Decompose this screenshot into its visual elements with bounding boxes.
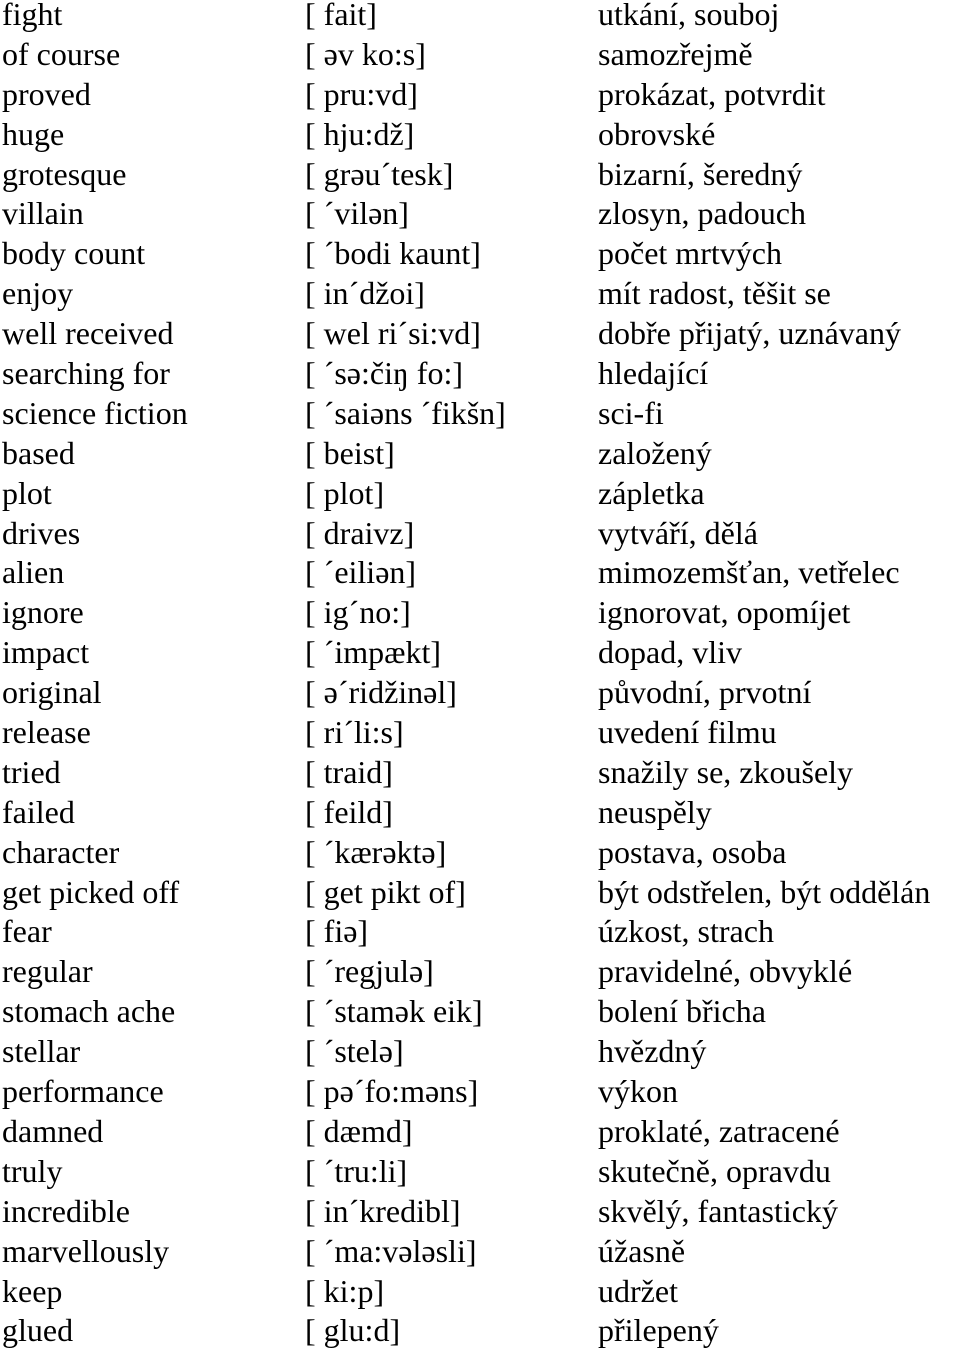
english-word: stomach ache [2, 993, 176, 1030]
czech-translation: výkon [598, 1073, 678, 1110]
czech-translation: úzkost, strach [598, 913, 774, 950]
english-word: get picked off [2, 873, 180, 910]
english-word: release [2, 714, 91, 751]
english-word: stellar [2, 1033, 81, 1070]
english-word: glued [2, 1312, 74, 1349]
vocab-row [0, 1152, 960, 1197]
czech-translation: dopad, vliv [598, 634, 742, 671]
english-word: drives [2, 514, 81, 551]
vocab-row [0, 674, 960, 718]
czech-translation: přilepený [598, 1312, 719, 1349]
english-word: proved [2, 75, 91, 112]
vocab-row [0, 993, 960, 1037]
vocab-row [0, 275, 960, 319]
english-word: tried [2, 753, 61, 790]
pronunciation: [ ´vilən] [305, 195, 409, 232]
czech-translation: ignorovat, opomíjet [598, 594, 851, 631]
pronunciation: [ ´impækt] [305, 634, 441, 671]
czech-translation: počet mrtvých [598, 235, 782, 272]
pronunciation: [ ki:p] [305, 1272, 385, 1309]
pronunciation: [ in´kredibl] [305, 1192, 461, 1229]
pronunciation: [ pə´fo:məns] [305, 1073, 479, 1110]
vocab-row [0, 873, 960, 918]
vocab-row [0, 1073, 960, 1117]
czech-translation: mimozemšťan, vetřelec [598, 554, 900, 591]
vocab-row [0, 0, 960, 40]
vocab-row [0, 394, 960, 439]
vocab-row [0, 1033, 960, 1077]
vocab-row [0, 1232, 960, 1277]
vocab-row [0, 195, 960, 239]
pronunciation: [ beist] [305, 434, 395, 471]
english-word: enjoy [2, 275, 74, 312]
vocab-row [0, 714, 960, 758]
vocab-row [0, 594, 960, 638]
pronunciation: [ ig´no:] [305, 594, 411, 631]
vocab-row [0, 474, 960, 519]
czech-translation: snažily se, zkoušely [598, 753, 854, 790]
pronunciation: [ ´kærəktə] [305, 833, 447, 870]
pronunciation: [ pru:vd] [305, 75, 418, 112]
czech-translation: bolení břicha [598, 993, 766, 1030]
pronunciation: [ ə´ridžinəl] [305, 674, 457, 711]
pronunciation: [ ´eiliən] [305, 554, 417, 591]
vocab-row [0, 913, 960, 957]
czech-translation: prokázat, potvrdit [598, 75, 826, 112]
vocab-row [0, 35, 960, 80]
english-word: based [2, 434, 75, 471]
english-word: grotesque [2, 155, 127, 192]
english-word: science fiction [2, 394, 188, 431]
pronunciation: [ draivz] [305, 514, 415, 551]
vocab-row [0, 155, 960, 200]
vocab-row [0, 115, 960, 160]
pronunciation: [ wel ri´si:vd] [305, 315, 481, 352]
vocab-row [0, 355, 960, 399]
czech-translation: hledající [598, 355, 709, 392]
czech-translation: skvělý, fantastický [598, 1192, 838, 1229]
english-word: regular [2, 953, 93, 990]
czech-translation: utkání, souboj [598, 0, 780, 32]
pronunciation: [ ´bodi kaunt] [305, 235, 481, 272]
vocab-row [0, 793, 960, 838]
czech-translation: založený [598, 434, 712, 471]
english-word: truly [2, 1152, 63, 1189]
english-word: of course [2, 35, 121, 72]
czech-translation: uvedení filmu [598, 714, 777, 751]
vocab-row [0, 235, 960, 279]
czech-translation: dobře přijatý, uznávaný [598, 315, 901, 352]
vocab-row [0, 1272, 960, 1317]
czech-translation: zápletka [598, 474, 705, 511]
english-word: failed [2, 793, 75, 830]
czech-translation: původní, prvotní [598, 674, 812, 711]
czech-translation: obrovské [598, 115, 716, 152]
pronunciation: [ ´saiəns ´fikšn] [305, 394, 506, 431]
english-word: character [2, 833, 120, 870]
english-word: original [2, 674, 102, 711]
czech-translation: pravidelné, obvyklé [598, 953, 853, 990]
vocab-row [0, 554, 960, 598]
english-word: huge [2, 115, 65, 152]
czech-translation: bizarní, šeredný [598, 155, 803, 192]
pronunciation: [ ´ma:vələsli] [305, 1232, 477, 1269]
czech-translation: zlosyn, padouch [598, 195, 806, 232]
pronunciation: [ grəu´tesk] [305, 155, 454, 192]
vocab-row [0, 75, 960, 120]
pronunciation: [ get pikt of] [305, 873, 466, 910]
pronunciation: [ hju:dž] [305, 115, 415, 152]
pronunciation: [ ´stelə] [305, 1033, 404, 1070]
vocab-row [0, 953, 960, 997]
pronunciation: [ ´regjulə] [305, 953, 434, 990]
vocab-row [0, 514, 960, 559]
english-word: impact [2, 634, 90, 671]
english-word: damned [2, 1112, 104, 1149]
english-word: fight [2, 0, 63, 32]
pronunciation: [ plot] [305, 474, 385, 511]
czech-translation: vytváří, dělá [598, 514, 758, 551]
english-word: fear [2, 913, 52, 950]
vocab-row [0, 315, 960, 359]
czech-translation: skutečně, opravdu [598, 1152, 831, 1189]
czech-translation: úžasně [598, 1232, 686, 1269]
pronunciation: [ ´tru:li] [305, 1152, 408, 1189]
pronunciation: [ dæmd] [305, 1112, 413, 1149]
vocab-row [0, 434, 960, 479]
pronunciation: [ feild] [305, 793, 393, 830]
vocab-row [0, 833, 960, 878]
pronunciation: [ traid] [305, 753, 393, 790]
vocab-row [0, 1192, 960, 1237]
english-word: incredible [2, 1192, 130, 1229]
czech-translation: hvězdný [598, 1033, 707, 1070]
vocab-row [0, 753, 960, 798]
vocab-row [0, 1312, 960, 1356]
vocab-row [0, 634, 960, 678]
czech-translation: postava, osoba [598, 833, 787, 870]
english-word: alien [2, 554, 65, 591]
english-word: keep [2, 1272, 63, 1309]
pronunciation: [ əv ko:s] [305, 35, 426, 72]
czech-translation: udržet [598, 1272, 678, 1309]
english-word: body count [2, 235, 146, 272]
vocab-row [0, 1112, 960, 1157]
pronunciation: [ ri´li:s] [305, 714, 404, 751]
english-word: searching for [2, 355, 170, 392]
pronunciation: [ ´sə:čiŋ fo:] [305, 355, 463, 392]
czech-translation: sci-fi [598, 394, 664, 431]
english-word: villain [2, 195, 84, 232]
czech-translation: proklaté, zatracené [598, 1112, 840, 1149]
pronunciation: [ ´stamək eik] [305, 993, 483, 1030]
pronunciation: [ in´džoi] [305, 275, 425, 312]
pronunciation: [ glu:d] [305, 1312, 401, 1349]
czech-translation: mít radost, těšit se [598, 275, 831, 312]
czech-translation: být odstřelen, být oddělán [598, 873, 931, 910]
czech-translation: samozřejmě [598, 35, 753, 72]
english-word: well received [2, 315, 174, 352]
english-word: performance [2, 1073, 164, 1110]
czech-translation: neuspěly [598, 793, 712, 830]
english-word: marvellously [2, 1232, 170, 1269]
english-word: ignore [2, 594, 84, 631]
pronunciation: [ fait] [305, 0, 377, 32]
pronunciation: [ fiə] [305, 913, 369, 950]
english-word: plot [2, 474, 52, 511]
